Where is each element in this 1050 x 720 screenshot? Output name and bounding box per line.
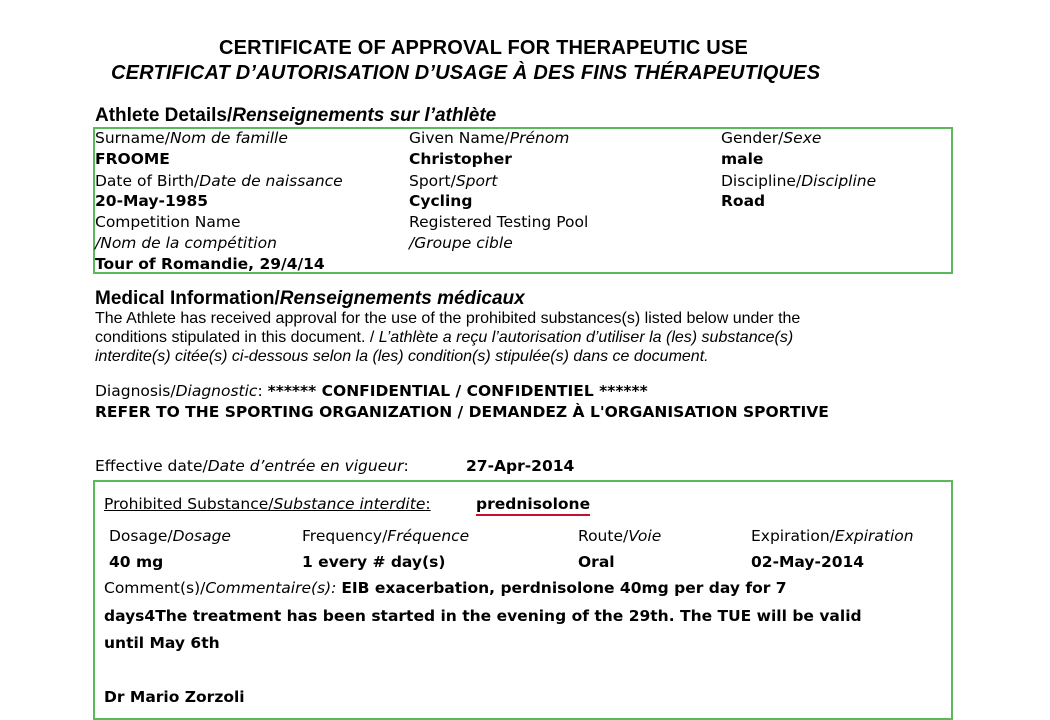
diagnosis-refer-note: REFER TO THE SPORTING ORGANIZATION / DEMANDEZ À L'ORGANISATION SPORTIVE bbox=[95, 403, 829, 421]
dob-label: Date of Birth/Date de naissance bbox=[95, 172, 343, 190]
approval-text-line-1: The Athlete has received approval for the use of the prohibited substances(s) listed below under the bbox=[95, 310, 801, 327]
testing-pool-label-fr: /Groupe cible bbox=[409, 234, 513, 252]
substance-box bbox=[93, 480, 953, 720]
effective-date-label: Effective date/Date d’entrée en vigueur: bbox=[95, 457, 409, 475]
given-name-label: Given Name/Prénom bbox=[409, 129, 570, 147]
approval-text-line-2: conditions stipulated in this document. / L’athlète a reçu l’autorisation d’utiliser la (les) substance(s) bbox=[95, 329, 794, 346]
dob-value: 20-May-1985 bbox=[95, 192, 209, 210]
surname-value: FROOME bbox=[95, 150, 170, 168]
expiration-value: 02-May-2014 bbox=[751, 553, 865, 571]
competition-label-en: Competition Name bbox=[95, 213, 241, 231]
sport-value: Cycling bbox=[409, 192, 473, 210]
signatory-name: Dr Mario Zorzoli bbox=[104, 688, 245, 706]
approval-text-line-3: interdite(s) citée(s) ci-dessous selon la (les) condition(s) stipulée(s) dans ce document. bbox=[95, 348, 709, 365]
comment-text-1: EIB exacerbation, perdnisolone 40mg per day for 7 bbox=[341, 579, 787, 597]
diagnosis-value: ****** CONFIDENTIAL / CONFIDENTIEL ****** bbox=[267, 382, 648, 400]
substance-name: prednisolone bbox=[476, 495, 590, 516]
testing-pool-label-en: Registered Testing Pool bbox=[409, 213, 589, 231]
substance-label: Prohibited Substance/Substance interdite: bbox=[104, 495, 431, 513]
comment-line-3: until May 6th bbox=[104, 634, 220, 652]
frequency-value: 1 every # day(s) bbox=[302, 553, 446, 571]
frequency-label: Frequency/Fréquence bbox=[302, 527, 470, 545]
athlete-section-heading: Athlete Details/Renseignements sur l’athlète bbox=[95, 105, 497, 126]
comment-line-2: days4The treatment has been started in the evening of the 29th. The TUE will be valid bbox=[104, 607, 862, 625]
certificate-title-en: CERTIFICATE OF APPROVAL FOR THERAPEUTIC USE bbox=[219, 37, 748, 59]
surname-label: Surname/Nom de famille bbox=[95, 129, 288, 147]
medical-section-heading: Medical Information/Renseignements médicaux bbox=[95, 288, 525, 309]
gender-value: male bbox=[721, 150, 764, 168]
cropped-top-rule bbox=[120, 0, 370, 4]
effective-date-value: 27-Apr-2014 bbox=[466, 457, 575, 475]
discipline-label: Discipline/Discipline bbox=[721, 172, 877, 190]
dosage-label: Dosage/Dosage bbox=[109, 527, 231, 545]
gender-label: Gender/Sexe bbox=[721, 129, 822, 147]
dosage-value: 40 mg bbox=[109, 553, 164, 571]
certificate-title-fr: CERTIFICAT D’AUTORISATION D’USAGE À DES FINS THÉRAPEUTIQUES bbox=[111, 62, 821, 84]
competition-value: Tour of Romandie, 29/4/14 bbox=[95, 255, 325, 273]
expiration-label: Expiration/Expiration bbox=[751, 527, 914, 545]
route-value: Oral bbox=[578, 553, 615, 571]
sport-label: Sport/Sport bbox=[409, 172, 498, 190]
route-label: Route/Voie bbox=[578, 527, 662, 545]
discipline-value: Road bbox=[721, 192, 766, 210]
diagnosis-line: Diagnosis/Diagnostic: ****** CONFIDENTIAL / CONFIDENTIEL ****** bbox=[95, 382, 648, 400]
given-name-value: Christopher bbox=[409, 150, 512, 168]
comment-line-1: Comment(s)/Commentaire(s): EIB exacerbation, perdnisolone 40mg per day for 7 bbox=[104, 579, 787, 597]
competition-label-fr: /Nom de la compétition bbox=[95, 234, 277, 252]
